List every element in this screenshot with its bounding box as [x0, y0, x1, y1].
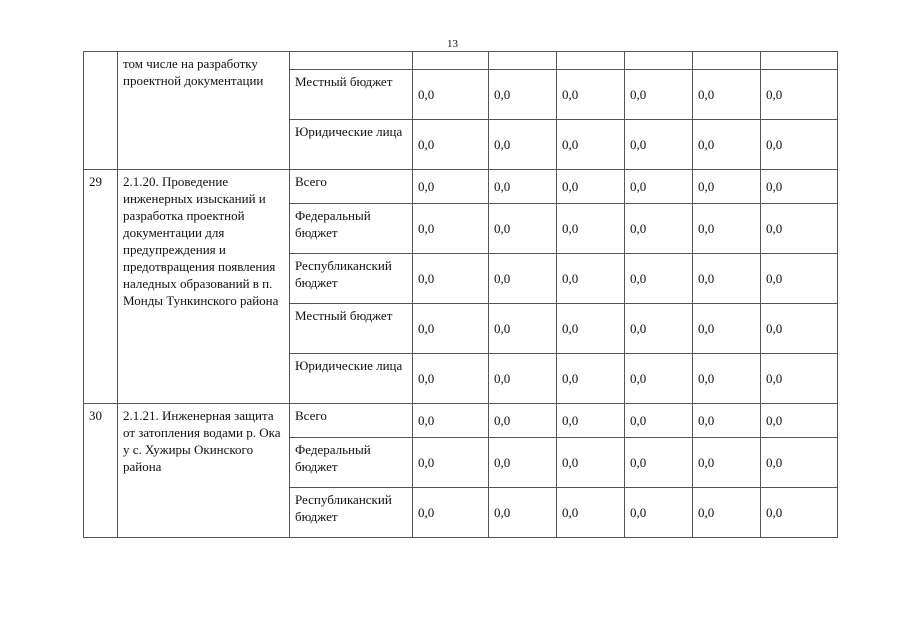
value-cell: 0,0	[413, 404, 489, 438]
value-cell: 0,0	[557, 120, 625, 170]
value-cell: 0,0	[557, 170, 625, 204]
value-cell: 0,0	[489, 354, 557, 404]
page-number: 13	[447, 38, 458, 50]
row-number-cell	[84, 52, 118, 170]
budget-table	[83, 51, 838, 538]
description-cell: 2.1.21. Инженерная защита от затопления водами р. Ока у с. Хужиры Окинского района	[118, 404, 290, 538]
value-cell: 0,0	[761, 70, 838, 120]
value-cell: 0,0	[693, 70, 761, 120]
value-cell: 0,0	[489, 488, 557, 538]
value-cell: 0,0	[693, 120, 761, 170]
value-cell: 0,0	[761, 404, 838, 438]
empty-cell	[625, 52, 693, 70]
description-cell: 2.1.20. Проведение инженерных изысканий и разработка проектной документации для предупреждения и предотвращения появления наледных образований в п. Монды Тункинского района	[118, 170, 290, 404]
value-cell: 0,0	[557, 204, 625, 254]
value-cell: 0,0	[625, 204, 693, 254]
funding-source-cell: Федеральный бюджет	[290, 438, 413, 488]
value-cell: 0,0	[761, 120, 838, 170]
value-cell: 0,0	[625, 488, 693, 538]
value-cell: 0,0	[625, 70, 693, 120]
value-cell: 0,0	[693, 438, 761, 488]
value-cell: 0,0	[761, 254, 838, 304]
funding-source-cell: Всего	[290, 404, 413, 438]
value-cell: 0,0	[413, 304, 489, 354]
empty-cell	[557, 52, 625, 70]
value-cell: 0,0	[625, 438, 693, 488]
value-cell: 0,0	[557, 254, 625, 304]
empty-cell	[489, 52, 557, 70]
value-cell: 0,0	[489, 70, 557, 120]
value-cell: 0,0	[625, 354, 693, 404]
value-cell: 0,0	[693, 254, 761, 304]
value-cell: 0,0	[413, 488, 489, 538]
value-cell: 0,0	[693, 404, 761, 438]
funding-source-cell: Федеральный бюджет	[290, 204, 413, 254]
funding-source-cell: Республиканский бюджет	[290, 488, 413, 538]
row-number-cell: 30	[84, 404, 118, 538]
value-cell: 0,0	[413, 204, 489, 254]
funding-source-cell: Местный бюджет	[290, 304, 413, 354]
value-cell: 0,0	[489, 170, 557, 204]
value-cell: 0,0	[625, 304, 693, 354]
value-cell: 0,0	[413, 254, 489, 304]
empty-cell	[413, 52, 489, 70]
description-cell: том числе на разработку проектной документации	[118, 52, 290, 170]
value-cell: 0,0	[413, 354, 489, 404]
value-cell: 0,0	[557, 404, 625, 438]
value-cell: 0,0	[557, 304, 625, 354]
value-cell: 0,0	[557, 488, 625, 538]
value-cell: 0,0	[625, 170, 693, 204]
funding-source-cell: Всего	[290, 170, 413, 204]
table-row	[84, 170, 838, 204]
value-cell: 0,0	[761, 354, 838, 404]
value-cell: 0,0	[761, 170, 838, 204]
value-cell: 0,0	[693, 488, 761, 538]
value-cell: 0,0	[489, 438, 557, 488]
value-cell: 0,0	[489, 304, 557, 354]
value-cell: 0,0	[557, 70, 625, 120]
value-cell: 0,0	[693, 354, 761, 404]
value-cell: 0,0	[761, 488, 838, 538]
value-cell: 0,0	[693, 204, 761, 254]
table-row	[84, 404, 838, 438]
value-cell: 0,0	[413, 120, 489, 170]
row-number-cell: 29	[84, 170, 118, 404]
value-cell: 0,0	[489, 404, 557, 438]
value-cell: 0,0	[761, 304, 838, 354]
funding-source-cell: Юридические лица	[290, 354, 413, 404]
value-cell: 0,0	[625, 404, 693, 438]
value-cell: 0,0	[413, 70, 489, 120]
value-cell: 0,0	[489, 204, 557, 254]
value-cell: 0,0	[761, 204, 838, 254]
value-cell: 0,0	[625, 120, 693, 170]
value-cell: 0,0	[413, 438, 489, 488]
value-cell: 0,0	[693, 304, 761, 354]
value-cell: 0,0	[489, 120, 557, 170]
empty-cell	[761, 52, 838, 70]
empty-cell	[290, 52, 413, 70]
value-cell: 0,0	[557, 438, 625, 488]
value-cell: 0,0	[761, 438, 838, 488]
funding-source-cell: Местный бюджет	[290, 70, 413, 120]
value-cell: 0,0	[557, 354, 625, 404]
value-cell: 0,0	[413, 170, 489, 204]
value-cell: 0,0	[489, 254, 557, 304]
funding-source-cell: Республиканский бюджет	[290, 254, 413, 304]
value-cell: 0,0	[693, 170, 761, 204]
funding-source-cell: Юридические лица	[290, 120, 413, 170]
table-row	[84, 52, 838, 70]
empty-cell	[693, 52, 761, 70]
value-cell: 0,0	[625, 254, 693, 304]
